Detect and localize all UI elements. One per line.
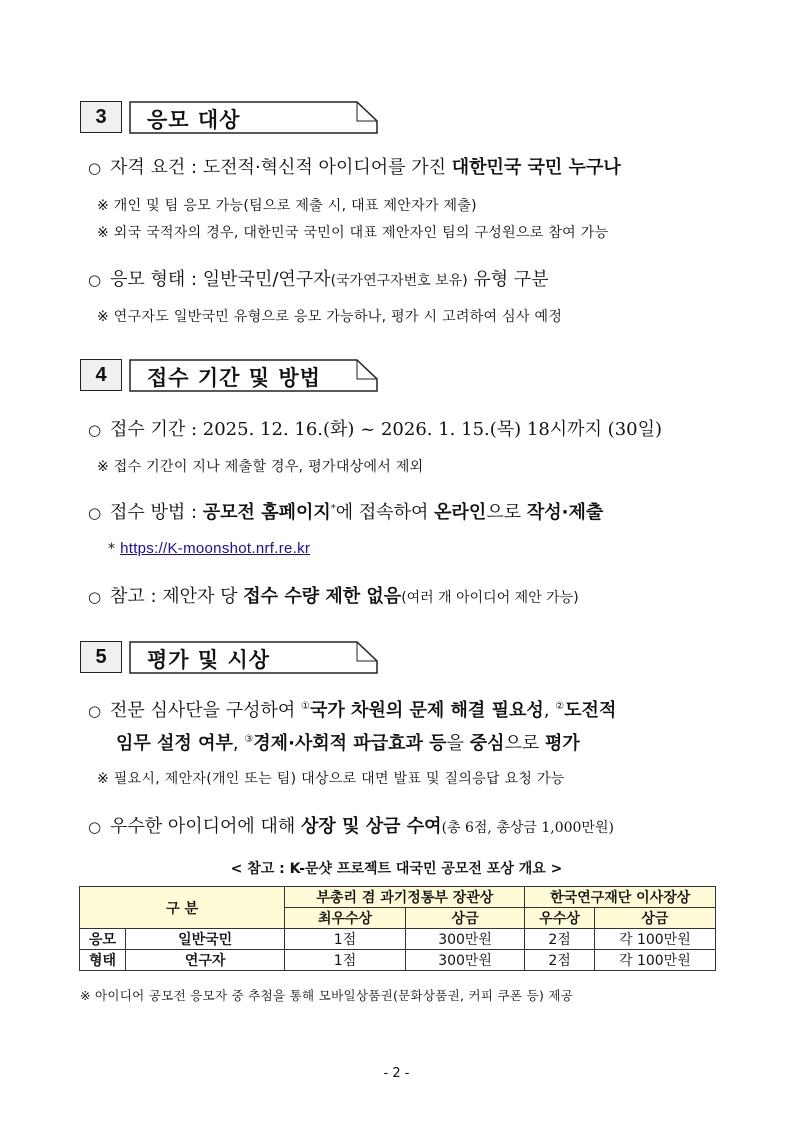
- section-title-box: [129, 101, 377, 133]
- section-title-box: [129, 641, 377, 673]
- column-header: 상금: [594, 908, 715, 929]
- section-number: 3: [80, 101, 122, 133]
- circle-bullet-icon: ○: [88, 818, 102, 836]
- circle-bullet-icon: ○: [88, 588, 102, 606]
- method-item: ○ 접수 방법 : 공모전 홈페이지*에 접속하여 온라인으로 작성·제출: [88, 502, 604, 523]
- award-item: ○ 우수한 아이디어에 대해 상장 및 상금 수여(총 6점, 총상금 1,000만원): [88, 816, 614, 837]
- corner-header: 구 분: [80, 887, 285, 929]
- reference-item: ○ 참고 : 제안자 당 접수 수량 제한 없음(여러 개 아이디어 제안 가능): [88, 586, 579, 607]
- award-table: [79, 886, 716, 971]
- homepage-link[interactable]: https://K-moonshot.nrf.re.kr: [120, 540, 311, 557]
- column-header: 상금: [405, 908, 525, 929]
- evaluation-item-cont: 임무 설정 여부, ③경제·사회적 파급효과 등을 중심으로 평가: [116, 733, 580, 754]
- section-title-box: [129, 359, 377, 391]
- row-header: 일반국민: [126, 929, 285, 950]
- url-note: * https://K-moonshot.nrf.re.kr: [108, 540, 311, 557]
- entry-type-item: ○ 응모 형태 : 일반국민/연구자(국가연구자번호 보유) 유형 구분: [88, 269, 549, 290]
- table-row: 형태 연구자 1점 300만원 2점 각 100만원: [80, 950, 716, 971]
- table-footnote: ※ 아이디어 공모전 응모자 중 추첨을 통해 모바일상품권(문화상품권, 커피 쿠폰 등) 제공: [80, 988, 574, 1003]
- circle-bullet-icon: ○: [88, 271, 102, 289]
- row-group-header: 응모: [80, 929, 126, 950]
- section-title: 평가 및 시상: [147, 648, 271, 672]
- column-header: 우수상: [525, 908, 594, 929]
- section-number: 4: [80, 359, 122, 391]
- eligibility-item: ○ 자격 요건 : 도전적·혁신적 아이디어를 가진 대한민국 국민 누구나: [88, 157, 621, 178]
- section-title: 응모 대상: [147, 108, 241, 132]
- section-5-header: [80, 640, 377, 674]
- column-header: 최우수상: [285, 908, 405, 929]
- note: ※ 연구자도 일반국민 유형으로 응모 가능하나, 평가 시 고려하여 심사 예정: [97, 309, 563, 325]
- group-header: 부총리 겸 과기정통부 장관상: [285, 887, 525, 908]
- note: ※ 접수 기간이 지나 제출할 경우, 평가대상에서 제외: [97, 459, 424, 475]
- period-item: ○ 접수 기간 : 2025. 12. 16.(화) ~ 2026. 1. 15.(목) 18시까지 (30일): [88, 419, 663, 440]
- group-header: 한국연구재단 이사장상: [525, 887, 716, 908]
- row-header: 연구자: [126, 950, 285, 971]
- note: ※ 필요시, 제안자(개인 또는 팀) 대상으로 대면 발표 및 질의응답 요청 가능: [97, 771, 565, 787]
- section-title: 접수 기간 및 방법: [147, 366, 321, 390]
- page-number: - 2 -: [383, 1066, 410, 1081]
- table-row: 응모 일반국민 1점 300만원 2점 각 100만원: [80, 929, 716, 950]
- circle-bullet-icon: ○: [88, 504, 102, 522]
- circle-bullet-icon: ○: [88, 421, 102, 439]
- note: ※ 개인 및 팀 응모 가능(팀으로 제출 시, 대표 제안자가 제출): [97, 198, 477, 214]
- circle-bullet-icon: ○: [88, 159, 102, 177]
- evaluation-item: ○ 전문 심사단을 구성하여 ①국가 차원의 문제 해결 필요성, ②도전적: [88, 700, 617, 721]
- note: ※ 외국 국적자의 경우, 대한민국 국민이 대표 제안자인 팀의 구성원으로 참여 가능: [97, 225, 609, 241]
- section-number: 5: [80, 641, 122, 673]
- circle-bullet-icon: ○: [88, 702, 102, 720]
- row-group-header: 형태: [80, 950, 126, 971]
- section-3-header: [80, 100, 377, 134]
- table-caption: < 참고 : K-문샷 프로젝트 대국민 공모전 포상 개요 >: [230, 861, 563, 877]
- section-4-header: [80, 358, 377, 392]
